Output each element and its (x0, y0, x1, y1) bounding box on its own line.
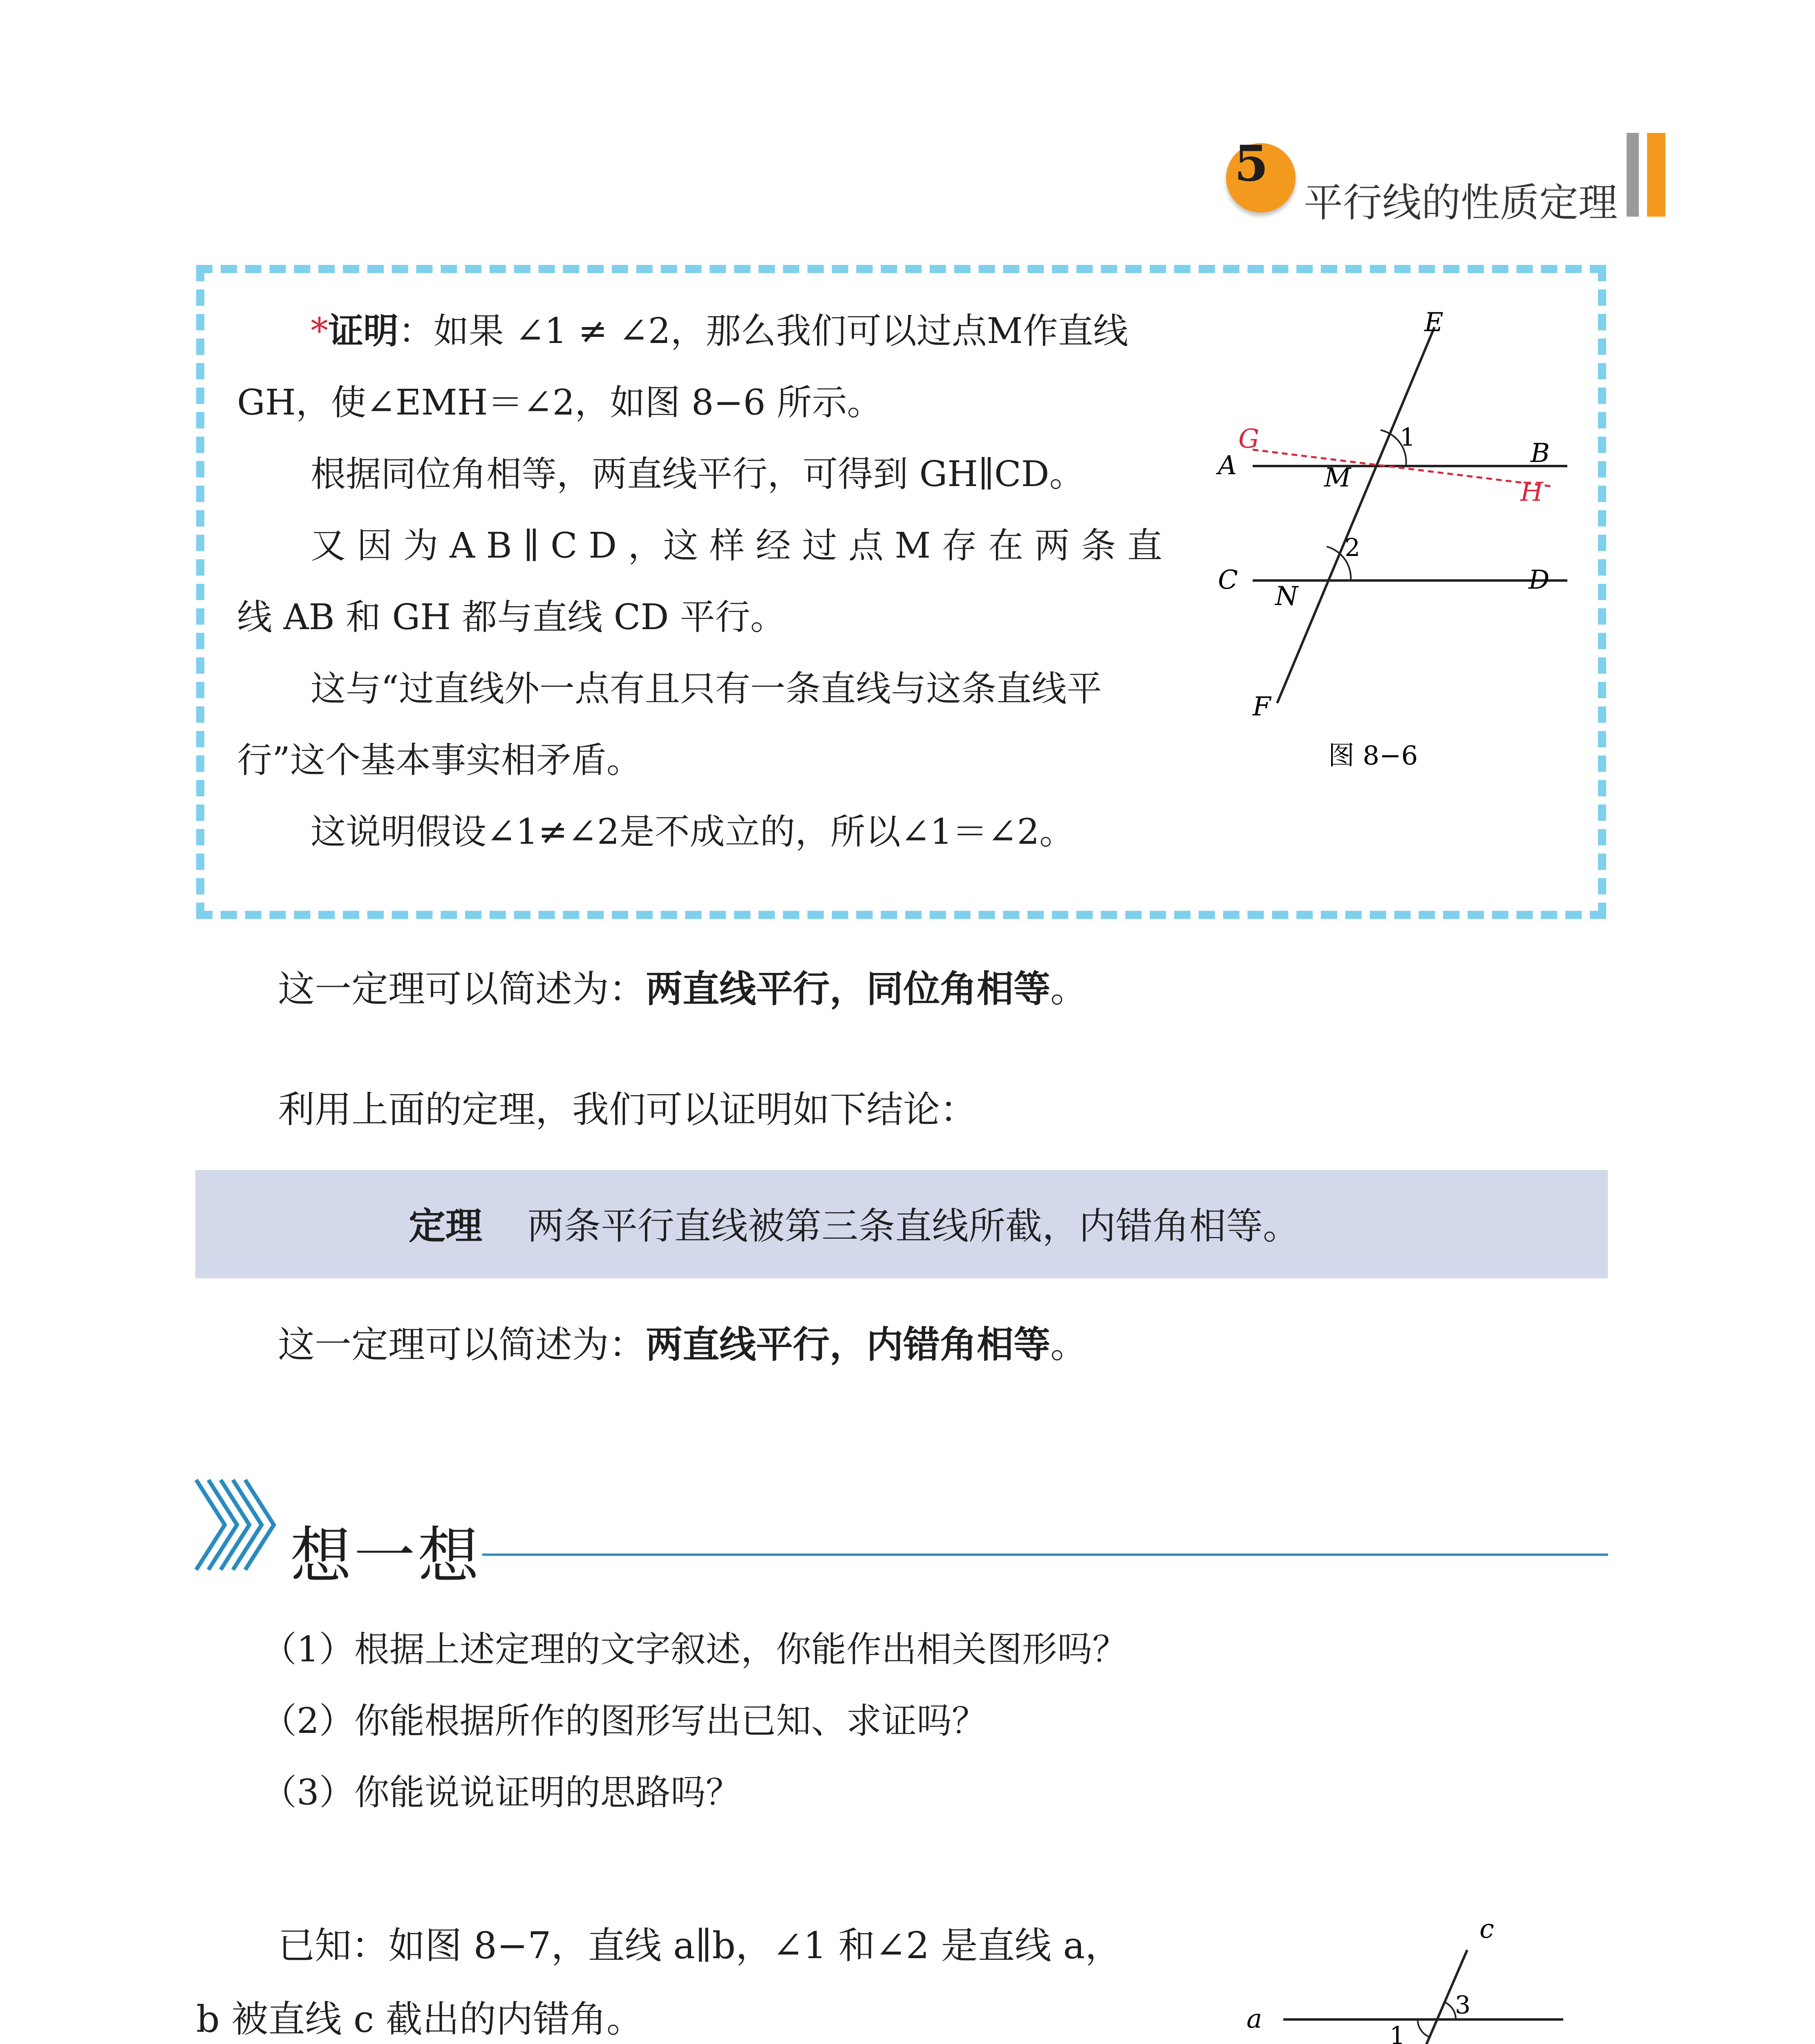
label-e: E (1424, 307, 1443, 338)
figure-8-6-caption: 图 8−6 (1328, 741, 1418, 771)
proof-line-5: 线 AB 和 GH 都与直线 CD 平行。 (237, 597, 786, 638)
summary-2-bold: 两直线平行，内错角相等 (646, 1323, 1050, 1366)
label-n: N (1275, 581, 1298, 612)
proof-line-2: GH，使∠EMH＝∠2，如图 8−6 所示。 (237, 382, 882, 423)
label-a: a (1247, 2004, 1262, 2034)
label-b: B (1531, 438, 1550, 468)
angle-3-arc (1445, 2002, 1456, 2019)
label-f: F (1253, 692, 1271, 722)
label-m: M (1324, 463, 1351, 493)
summary-1-prefix: 这一定理可以简述为： (278, 968, 646, 1011)
intro-text: 利用上面的定理，我们可以证明如下结论： (278, 1088, 977, 1131)
summary-1-bold: 两直线平行，同位角相等 (646, 968, 1050, 1011)
figure-8-7 (1247, 1913, 1614, 2044)
label-g: G (1238, 424, 1260, 454)
think-title-underline (482, 1553, 1608, 1556)
question-1: （1）根据上述定理的文字叙述，你能作出相关图形吗？ (262, 1629, 1128, 1670)
label-d: D (1529, 565, 1550, 595)
line-gh (1253, 450, 1553, 486)
label-c: C (1218, 565, 1238, 595)
given-line-2: b 被直线 c 截出的内错角。 (196, 1998, 643, 2041)
theorem-line (409, 1204, 1300, 1249)
summary-2-prefix: 这一定理可以简述为： (278, 1323, 646, 1366)
optional-star: * (311, 311, 328, 352)
proof-line-4: 又 因 为 A B ∥ C D ，这 样 经 过 点 M 存 在 两 条 直 (311, 525, 1162, 566)
theorem-label: 定理 (409, 1205, 482, 1248)
figure-8-6 (1206, 294, 1594, 785)
label-c: c (1479, 1914, 1494, 1944)
theorem-text: 两条平行直线被第三条直线所截，内错角相等。 (527, 1205, 1300, 1248)
header-bar-gray (1627, 133, 1639, 217)
question-2: （2）你能根据所作的图形写出已知、求证吗？ (262, 1701, 987, 1741)
proof-label: 证明 (328, 311, 398, 352)
proof-line-1 (311, 311, 1128, 352)
summary-1-suffix: 。 (1050, 968, 1087, 1011)
line-c (1349, 1950, 1467, 2044)
proof-line-8: 这说明假设∠1≠∠2是不成立的，所以∠1＝∠2。 (311, 811, 1075, 852)
line-ef (1277, 327, 1435, 703)
label-a: A (1218, 450, 1237, 481)
label-1: 1 (1400, 423, 1416, 452)
chevrons-icon (192, 1472, 286, 1578)
proof-text-1: ：如果 ∠1 ≠ ∠2，那么我们可以过点M作直线 (398, 311, 1128, 352)
header-bar-orange (1647, 133, 1665, 217)
summary-1 (278, 967, 1087, 1012)
think-title: 想一想 (290, 1521, 482, 1592)
chapter-number: 5 (1234, 135, 1269, 193)
summary-2-suffix: 。 (1050, 1323, 1087, 1366)
label-3: 3 (1455, 1991, 1471, 2019)
proof-line-6: 这与“过直线外一点有且只有一条直线与这条直线平 (311, 668, 1102, 709)
proof-line-7: 行”这个基本事实相矛盾。 (237, 740, 642, 781)
angle-1-arc (1418, 2019, 1429, 2037)
section-title: 平行线的性质定理 (1304, 180, 1618, 226)
label-2: 2 (1345, 533, 1361, 562)
given-line-1: 已知：如图 8−7，直线 a∥b，∠1 和∠2 是直线 a， (278, 1924, 1122, 1967)
summary-2 (278, 1322, 1087, 1367)
proof-line-3: 根据同位角相等，两直线平行，可得到 GH∥CD。 (311, 454, 1085, 495)
label-1: 1 (1390, 2022, 1405, 2044)
question-3: （3）你能说说证明的思路吗？ (262, 1772, 741, 1813)
label-h: H (1520, 477, 1543, 507)
